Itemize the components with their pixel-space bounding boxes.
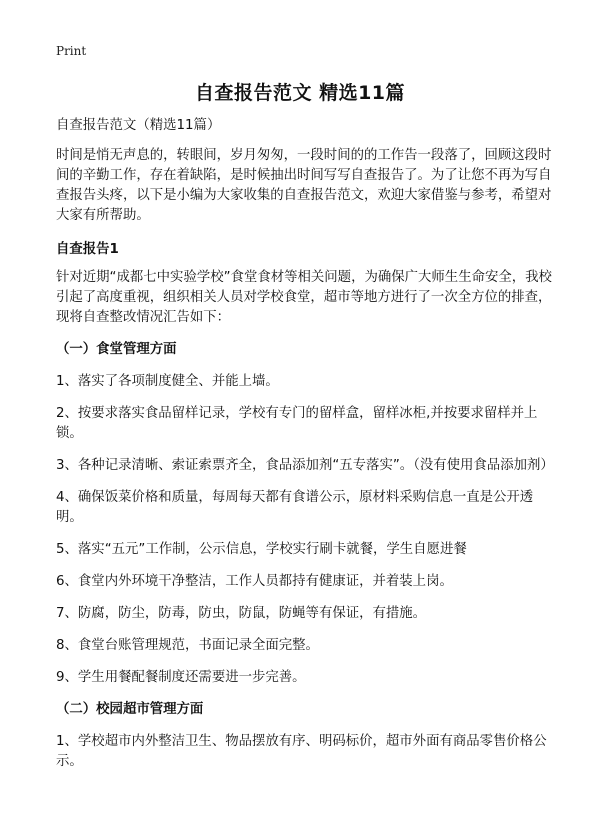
list-item: 7、防腐，防尘，防毒，防虫，防鼠，防蝇等有保证，有措施。 [56, 606, 427, 621]
list-item: 9、学生用餐配餐制度还需要进一步完善。 [56, 670, 306, 685]
document-title: 自查报告范文 精选11篇 [194, 82, 406, 104]
list-item: 5、落实“五元”工作制，公示信息，学校实行刷卡就餐，学生自愿进餐 [56, 542, 467, 557]
report-heading: 自查报告1 [56, 242, 119, 257]
section-heading-supermarket: （二）校园超市管理方面 [56, 702, 204, 717]
list-item: 1、落实了各项制度健全、并能上墙。 [56, 374, 279, 389]
list-item: 3、各种记录清晰、索证索票齐全，食品添加剂“五专落实”。（没有使用食品添加剂） [56, 458, 554, 473]
list-item: 2、按要求落实食品留样记录，学校有专门的留样盒，留样冰柜,并按要求留样并上锁。 [56, 406, 538, 441]
list-item: 8、食堂台账管理规范，书面记录全面完整。 [56, 638, 319, 653]
list-item: 1、学校超市内外整洁卫生、物品摆放有序、明码标价，超市外面有商品零售价格公示。 [56, 734, 547, 769]
list-item: 4、确保饭菜价格和质量，每周每天都有食谱公示，原材料采购信息一直是公开透明。 [56, 490, 534, 525]
report-intro-paragraph: 针对近期“成都七中实验学校”食堂食材等相关问题，为确保广大师生生命安全，我校引起了高度重视，组织相关人员对学校食堂，超市等地方进行了一次全方位的排查，现将自查整改情况汇告如下： [56, 270, 552, 325]
print-label[interactable]: Print [56, 44, 87, 58]
document-body [56, 116, 552, 784]
list-item: 6、食堂内外环境干净整洁，工作人员都持有健康证，并着装上岗。 [56, 574, 453, 589]
intro-paragraph: 时间是悄无声息的，转眼间，岁月匆匆，一段时间的的工作告一段落了，回顾这段时间的辛勤工作，存在着缺陷，是时候抽出时间写写自查报告了。为了让您不再为写自查报告头疼，以下是小编为大家收集的自查报告范文，欢迎大家借鉴与参考，希望对大家有所帮助。 [56, 148, 552, 223]
document-subtitle: 自查报告范文（精选11篇） [56, 118, 221, 133]
section-heading-canteen: （一）食堂管理方面 [56, 342, 177, 357]
